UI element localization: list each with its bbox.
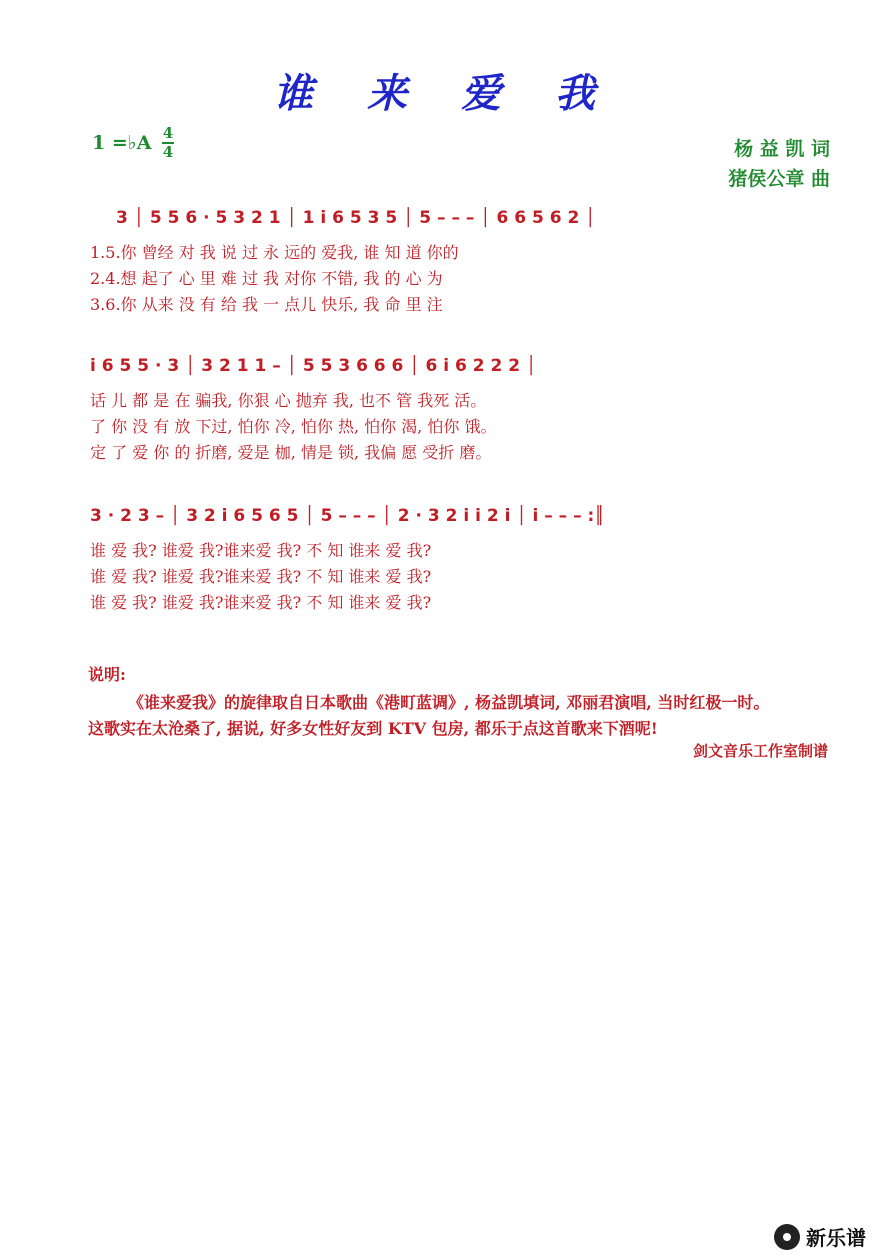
lyric-line-3-3: 谁 爱 我? 谁爱 我?谁来爱 我? 不 知 谁来 爱 我? bbox=[90, 593, 432, 612]
lyric-line-2-2: 了 你 没 有 放 下过, 怕你 冷, 怕你 热, 怕你 渴, 怕你 饿。 bbox=[90, 417, 497, 436]
lyric-line-1-2: 2.4.想 起了 心 里 难 过 我 对你 不错, 我 的 心 为 bbox=[90, 269, 443, 288]
vinyl-record-icon bbox=[774, 1224, 800, 1250]
notation-line-1: 3 │ 5 5 6 · 5 3 2 1 │ 1 i 6 5 3 5 │ 5 – – – │ 6 6 5 6 2 │ bbox=[116, 208, 596, 228]
time-signature-top: 4 bbox=[162, 124, 174, 142]
notes-heading: 说明: bbox=[88, 665, 126, 684]
time-signature bbox=[162, 126, 174, 160]
lyric-line-3-2: 谁 爱 我? 谁爱 我?谁来爱 我? 不 知 谁来 爱 我? bbox=[90, 567, 432, 586]
notes-paragraph-line-2: 这歌实在太沧桑了, 据说, 好多女性好友到 KTV 包房, 都乐于点这首歌来下酒呢! bbox=[88, 719, 658, 738]
watermark-logo bbox=[774, 1222, 866, 1251]
studio-credit: 剑文音乐工作室制谱 bbox=[692, 742, 828, 760]
watermark-text: 新乐谱 bbox=[806, 1226, 866, 1250]
song-title: 谁 来 爱 我 bbox=[273, 70, 615, 117]
lyric-line-1-1: 1.5.你 曾经 对 我 说 过 永 远的 爱我, 谁 知 道 你的 bbox=[90, 243, 459, 262]
lyric-line-2-3: 定 了 爱 你 的 折磨, 爱是 枷, 情是 锁, 我偏 愿 受折 磨。 bbox=[90, 443, 492, 462]
lyricist-credit: 杨 益 凯 词 bbox=[734, 138, 830, 160]
composer-credit: 猪侯公章 曲 bbox=[728, 168, 830, 190]
key-signature: 1 =♭A bbox=[92, 132, 152, 154]
notation-line-3: 3 · 2 3 – │ 3 2 i 6 5 6 5 │ 5 – – – │ 2 · 3 2 i i 2 i │ i – – – :║ bbox=[90, 506, 605, 526]
notation-line-2: i 6 5 5 · 3 │ 3 2 1 1 – │ 5 5 3 6 6 6 │ 6 i 6 2 2 2 │ bbox=[90, 356, 537, 376]
time-signature-bottom: 4 bbox=[162, 143, 174, 161]
lyric-line-3-1: 谁 爱 我? 谁爱 我?谁来爱 我? 不 知 谁来 爱 我? bbox=[90, 541, 432, 560]
lyric-line-1-3: 3.6.你 从来 没 有 给 我 一 点儿 快乐, 我 命 里 注 bbox=[90, 295, 443, 314]
notes-paragraph-line-1: 《谁来爱我》的旋律取自日本歌曲《港町蓝调》, 杨益凯填词, 邓丽君演唱, 当时红极一时。 bbox=[128, 693, 770, 712]
lyric-line-2-1: 话 儿 都 是 在 骗我, 你狠 心 抛弃 我, 也不 管 我死 活。 bbox=[90, 391, 487, 410]
